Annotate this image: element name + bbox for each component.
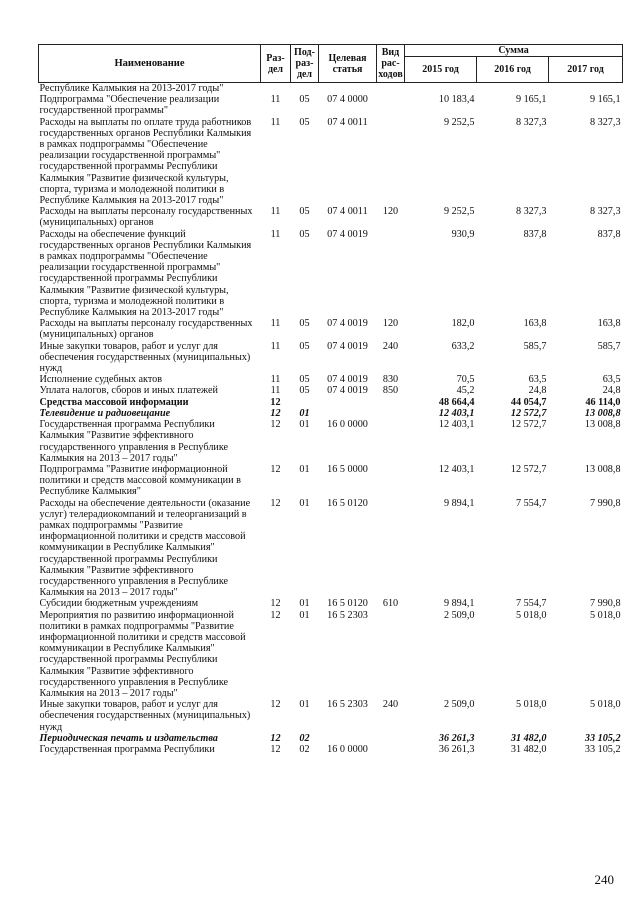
row-razdel: 12 bbox=[270, 497, 281, 509]
table-row bbox=[39, 374, 623, 385]
row-amount-2015: 48 664,4 bbox=[438, 396, 475, 408]
row-amount-2017: 33 105,2 bbox=[584, 732, 621, 744]
row-name: Мероприятия по развитию информационной политики в рамках подпрограммы "Развитие информационной политики и средств массовой коммуникации в Республике Калмыкия" государственной программы Республики Калмыкия "Развитие эффективного государственного управления в Республике Калмыкия на 2013 – 2017 годы" bbox=[39, 609, 246, 699]
row-podrazdel: 01 bbox=[299, 419, 310, 431]
row-razdel: 11 bbox=[270, 94, 281, 106]
budget-table bbox=[38, 44, 623, 755]
row-expense-type: 610 bbox=[382, 598, 399, 610]
table-row bbox=[39, 83, 623, 95]
row-amount-2017: 33 105,2 bbox=[584, 743, 621, 755]
row-podrazdel: 02 bbox=[299, 732, 310, 744]
row-expense-type bbox=[377, 498, 405, 599]
row-expense-type bbox=[377, 408, 405, 419]
row-expense-type: 240 bbox=[382, 699, 399, 711]
row-amount-2016: 12 572,7 bbox=[510, 419, 547, 431]
row-amount-2017: 8 327,3 bbox=[589, 206, 621, 218]
row-amount-2015: 12 403,1 bbox=[438, 463, 475, 475]
row-name: Расходы на обеспечение деятельности (оказание услуг) телерадиокомпаний и телеорганизаций в рамках подпрограммы "Развитие информационной политики и средств массовой коммуникации в Республике Калмыкия" государственной программы Республики Калмыкия "Развитие эффективного государственного управления в Республике Калмыкия на 2013 – 2017 годы" bbox=[39, 497, 251, 599]
row-podrazdel: 05 bbox=[299, 340, 310, 352]
table-row bbox=[39, 117, 623, 207]
row-amount-2016: 837,8 bbox=[523, 228, 547, 240]
row-name: Периодическая печать и издательства bbox=[39, 732, 218, 744]
row-name: Расходы на выплаты персоналу государственных (муниципальных) органов bbox=[39, 318, 253, 341]
row-razdel: 11 bbox=[270, 206, 281, 218]
table-header bbox=[39, 45, 623, 83]
row-amount-2017: 7 990,8 bbox=[589, 497, 621, 509]
row-razdel: 11 bbox=[270, 385, 281, 397]
row-amount-2015: 45,2 bbox=[456, 385, 475, 397]
row-target-article: 16 5 0120 bbox=[327, 598, 368, 610]
row-name: Иные закупки товаров, работ и услуг для обеспечения государственных (муниципальных) нужд bbox=[39, 340, 251, 375]
row-amount-2015: 9 252,5 bbox=[443, 116, 475, 128]
table-row bbox=[39, 498, 623, 599]
row-target-article: 16 5 2303 bbox=[327, 609, 368, 621]
table-row bbox=[39, 699, 623, 733]
row-amount-2016: 31 482,0 bbox=[510, 743, 547, 755]
row-target-article: 16 5 0000 bbox=[327, 463, 368, 475]
row-razdel: 12 bbox=[270, 419, 281, 431]
row-amount-2017: 5 018,0 bbox=[589, 699, 621, 711]
table-row bbox=[39, 385, 623, 396]
header-target-article: Целевая статья bbox=[319, 45, 377, 83]
row-amount-2017: 46 114,0 bbox=[585, 396, 621, 408]
header-razdel: Раз- дел bbox=[261, 45, 291, 83]
row-amount-2017: 24,8 bbox=[602, 385, 621, 397]
row-target-article bbox=[319, 397, 377, 408]
table-row bbox=[39, 419, 623, 464]
row-podrazdel: 01 bbox=[299, 598, 310, 610]
table-body bbox=[39, 83, 623, 756]
row-amount-2016: 24,8 bbox=[528, 385, 547, 397]
row-amount-2015: 36 261,3 bbox=[438, 743, 475, 755]
row-name: Расходы на выплаты по оплате труда работников государственных органов Республики Калмыкия в рамках подпрограммы "Обеспечение реализации государственной программы" государственной программы Республики Калмыкия "Развитие физической культуры, спорта, туризма и молодежной политики в Республике Калмыкия на 2013-2017 годы" bbox=[39, 116, 252, 207]
table-row bbox=[39, 610, 623, 700]
row-razdel: 12 bbox=[270, 396, 281, 408]
row-amount-2015 bbox=[405, 83, 477, 95]
row-razdel: 11 bbox=[270, 116, 281, 128]
row-expense-type: 120 bbox=[382, 318, 399, 330]
row-razdel: 12 bbox=[270, 699, 281, 711]
header-sum: Сумма bbox=[405, 45, 623, 57]
row-podrazdel: 05 bbox=[299, 94, 310, 106]
row-expense-type bbox=[377, 733, 405, 744]
row-target-article: 07 4 0011 bbox=[327, 116, 368, 128]
row-amount-2016: 585,7 bbox=[523, 340, 547, 352]
row-amount-2017: 13 008,8 bbox=[584, 463, 621, 475]
row-expense-type bbox=[377, 397, 405, 408]
row-expense-type: 850 bbox=[382, 385, 399, 397]
row-podrazdel: 01 bbox=[299, 407, 310, 419]
table-row bbox=[39, 341, 623, 375]
row-amount-2016: 12 572,7 bbox=[510, 407, 547, 419]
row-amount-2015: 70,5 bbox=[456, 374, 475, 386]
row-name: Государственная программа Республики Калмыкия "Развитие эффективного государственного управления в Республике Калмыкия на 2013 – 2017 годы" bbox=[39, 419, 229, 464]
table-row bbox=[39, 397, 623, 408]
row-name: Подпрограмма "Развитие информационной политики и средств массовой коммуникации в Республике Калмыкия" bbox=[39, 463, 241, 498]
row-podrazdel: 01 bbox=[299, 463, 310, 475]
row-expense-type bbox=[377, 94, 405, 116]
row-razdel: 11 bbox=[270, 340, 281, 352]
row-podrazdel: 05 bbox=[299, 206, 310, 218]
row-amount-2015: 633,2 bbox=[451, 340, 475, 352]
table-row bbox=[39, 408, 623, 419]
row-amount-2015: 12 403,1 bbox=[438, 407, 475, 419]
row-target-article: 16 5 2303 bbox=[327, 699, 368, 711]
row-amount-2017: 585,7 bbox=[597, 340, 621, 352]
row-podrazdel: 05 bbox=[299, 318, 310, 330]
row-amount-2017: 5 018,0 bbox=[589, 609, 621, 621]
row-amount-2017: 163,8 bbox=[597, 318, 621, 330]
header-podrazdel: Под- раз- дел bbox=[291, 45, 319, 83]
row-name: Исполнение судебных актов bbox=[39, 374, 163, 386]
table-row bbox=[39, 94, 623, 116]
row-razdel bbox=[261, 83, 291, 95]
row-name: Подпрограмма "Обеспечение реализации государственной программы" bbox=[39, 94, 220, 117]
row-amount-2015: 36 261,3 bbox=[438, 732, 475, 744]
row-amount-2015: 10 183,4 bbox=[438, 94, 475, 106]
row-podrazdel bbox=[291, 397, 319, 408]
row-amount-2017: 9 165,1 bbox=[589, 94, 621, 106]
row-amount-2015: 2 509,0 bbox=[443, 609, 475, 621]
row-razdel: 11 bbox=[270, 318, 281, 330]
row-amount-2016 bbox=[477, 83, 549, 95]
table-row bbox=[39, 464, 623, 498]
row-target-article: 16 5 0120 bbox=[327, 497, 368, 509]
row-razdel: 12 bbox=[270, 743, 281, 755]
row-expense-type bbox=[377, 117, 405, 207]
row-amount-2015: 182,0 bbox=[451, 318, 475, 330]
row-podrazdel: 05 bbox=[299, 374, 310, 386]
table-row bbox=[39, 598, 623, 609]
row-amount-2016: 31 482,0 bbox=[510, 732, 547, 744]
row-razdel: 11 bbox=[270, 228, 281, 240]
row-amount-2015: 9 894,1 bbox=[443, 598, 475, 610]
row-razdel: 12 bbox=[270, 732, 281, 744]
row-razdel: 12 bbox=[270, 598, 281, 610]
row-target-article bbox=[319, 408, 377, 419]
row-name: Средства массовой информации bbox=[39, 396, 189, 408]
row-razdel: 11 bbox=[270, 374, 281, 386]
row-amount-2016: 7 554,7 bbox=[515, 598, 547, 610]
row-name: Расходы на выплаты персоналу государственных (муниципальных) органов bbox=[39, 206, 253, 229]
row-target-article: 16 0 0000 bbox=[327, 743, 368, 755]
row-target-article bbox=[319, 733, 377, 744]
row-podrazdel: 01 bbox=[299, 609, 310, 621]
row-amount-2016: 5 018,0 bbox=[515, 609, 547, 621]
row-podrazdel: 01 bbox=[299, 699, 310, 711]
budget-page bbox=[38, 44, 622, 755]
row-amount-2016: 8 327,3 bbox=[515, 116, 547, 128]
row-amount-2015: 2 509,0 bbox=[443, 699, 475, 711]
row-amount-2017: 8 327,3 bbox=[589, 116, 621, 128]
header-year-2016: 2016 год bbox=[477, 57, 549, 83]
row-target-article: 07 4 0011 bbox=[327, 206, 368, 218]
row-target-article: 07 4 0019 bbox=[327, 228, 368, 240]
row-target-article: 16 0 0000 bbox=[327, 419, 368, 431]
row-razdel: 12 bbox=[270, 463, 281, 475]
row-razdel: 12 bbox=[270, 609, 281, 621]
row-amount-2016: 8 327,3 bbox=[515, 206, 547, 218]
row-expense-type bbox=[377, 610, 405, 700]
row-name: Государственная программа Республики bbox=[39, 743, 215, 755]
row-target-article bbox=[319, 83, 377, 95]
row-target-article: 07 4 0019 bbox=[327, 340, 368, 352]
header-year-2015: 2015 год bbox=[405, 57, 477, 83]
row-expense-type bbox=[377, 229, 405, 319]
table-row bbox=[39, 318, 623, 340]
row-amount-2016: 12 572,7 bbox=[510, 463, 547, 475]
row-amount-2017: 7 990,8 bbox=[589, 598, 621, 610]
row-amount-2017: 13 008,8 bbox=[584, 407, 621, 419]
header-name: Наименование bbox=[39, 45, 261, 83]
row-amount-2017: 837,8 bbox=[597, 228, 621, 240]
row-amount-2016: 9 165,1 bbox=[515, 94, 547, 106]
row-name: Иные закупки товаров, работ и услуг для обеспечения государственных (муниципальных) нужд bbox=[39, 699, 251, 733]
row-name: Республике Калмыкия на 2013-2017 годы" bbox=[39, 83, 224, 94]
row-expense-type: 830 bbox=[382, 374, 399, 386]
table-row bbox=[39, 744, 623, 755]
row-amount-2017: 63,5 bbox=[602, 374, 621, 386]
row-podrazdel: 05 bbox=[299, 228, 310, 240]
row-expense-type bbox=[377, 744, 405, 755]
row-amount-2016: 44 054,7 bbox=[510, 396, 547, 408]
table-row bbox=[39, 206, 623, 228]
row-expense-type bbox=[377, 419, 405, 464]
row-amount-2015: 12 403,1 bbox=[438, 419, 475, 431]
row-expense-type bbox=[377, 83, 405, 95]
row-name: Телевидение и радиовещание bbox=[39, 407, 171, 419]
row-name: Субсидии бюджетным учреждениям bbox=[39, 598, 199, 610]
row-name: Уплата налогов, сборов и иных платежей bbox=[39, 385, 218, 397]
row-amount-2017 bbox=[549, 83, 623, 95]
row-target-article: 07 4 0019 bbox=[327, 374, 368, 386]
page-number: 240 bbox=[594, 872, 614, 887]
row-razdel: 12 bbox=[270, 407, 281, 419]
row-name: Расходы на обеспечение функций государственных органов Республики Калмыкия в рамках подпрограммы "Обеспечение реализации государственной программы" государственной программы Республики Калмыкия "Развитие физической культуры, спорта, туризма и молодежной политики в Республике Калмыкия на 2013-2017 годы" bbox=[39, 228, 252, 319]
row-amount-2015: 9 252,5 bbox=[443, 206, 475, 218]
row-podrazdel: 02 bbox=[299, 743, 310, 755]
row-target-article: 07 4 0019 bbox=[327, 385, 368, 397]
row-amount-2016: 7 554,7 bbox=[515, 497, 547, 509]
header-year-2017: 2017 год bbox=[549, 57, 623, 83]
row-target-article: 07 4 0000 bbox=[327, 94, 368, 106]
row-expense-type bbox=[377, 464, 405, 498]
row-amount-2016: 5 018,0 bbox=[515, 699, 547, 711]
header-expense-type: Вид рас- ходов bbox=[377, 45, 405, 83]
table-row bbox=[39, 229, 623, 319]
row-amount-2015: 930,9 bbox=[451, 228, 475, 240]
row-podrazdel bbox=[291, 83, 319, 95]
table-row bbox=[39, 733, 623, 744]
row-expense-type: 240 bbox=[382, 340, 399, 352]
row-podrazdel: 01 bbox=[299, 497, 310, 509]
row-target-article: 07 4 0019 bbox=[327, 318, 368, 330]
row-expense-type: 120 bbox=[382, 206, 399, 218]
row-podrazdel: 05 bbox=[299, 385, 310, 397]
row-amount-2017: 13 008,8 bbox=[584, 419, 621, 431]
row-amount-2016: 163,8 bbox=[523, 318, 547, 330]
row-amount-2016: 63,5 bbox=[528, 374, 547, 386]
row-amount-2015: 9 894,1 bbox=[443, 497, 475, 509]
row-podrazdel: 05 bbox=[299, 116, 310, 128]
